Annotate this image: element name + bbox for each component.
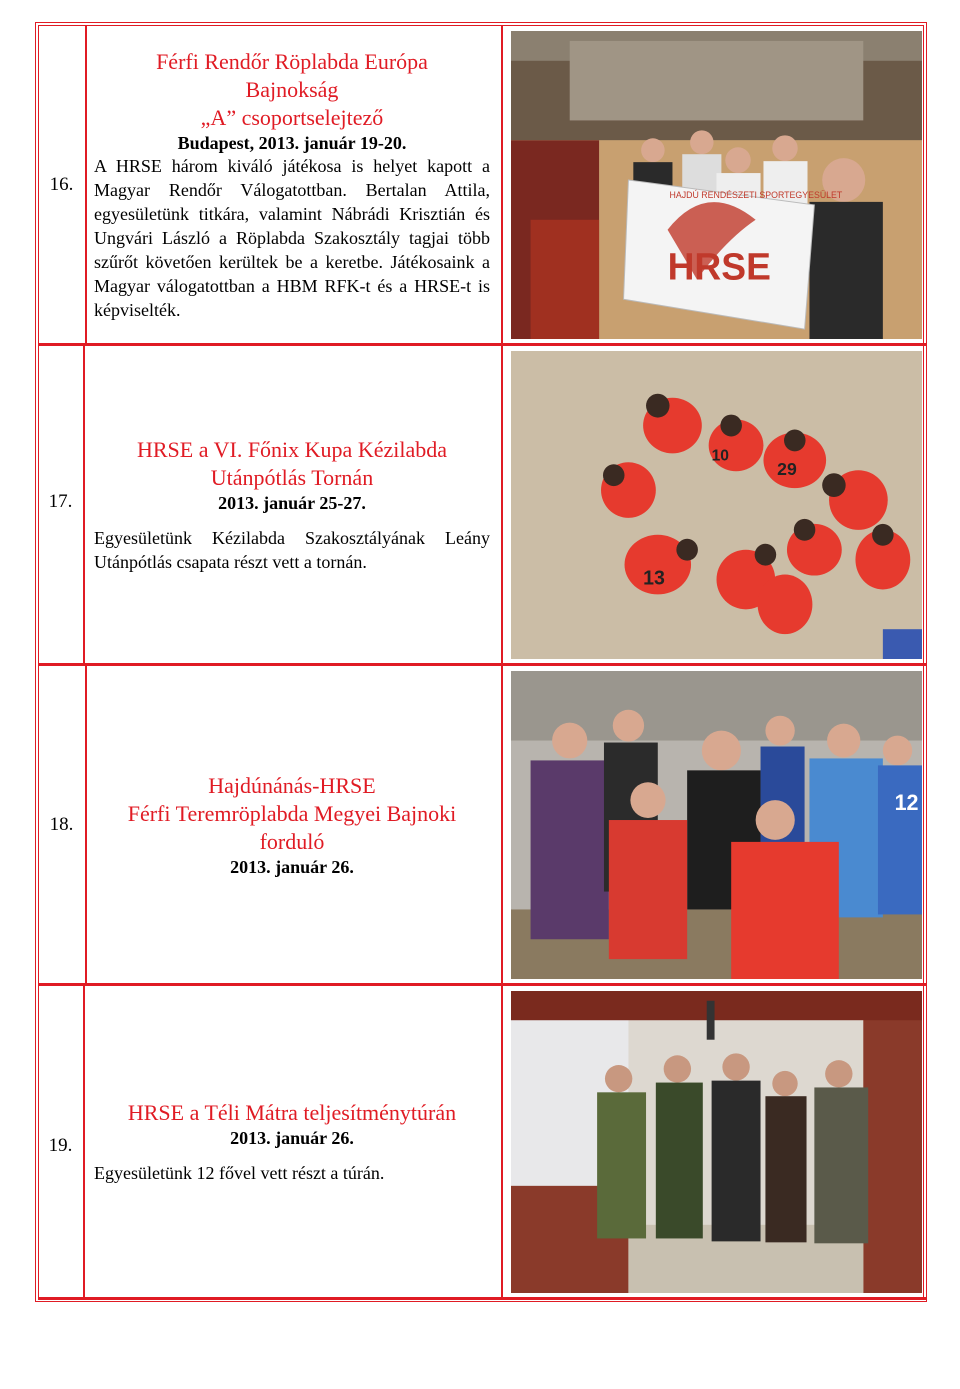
entry-row-17 (38, 346, 926, 666)
entry-date: Budapest, 2013. január 19-20. (177, 132, 407, 153)
entry-text (94, 666, 490, 983)
entry-row-16 (38, 26, 926, 346)
entry-body: Egyesületünk Kézilabda Szakosztályának Leány Utánpótlás csapata részt vett a tornán. (94, 527, 490, 572)
entry-date: 2013. január 26. (230, 856, 354, 877)
photo-cell (501, 26, 926, 343)
entry-title: Hajdúnánás-HRSE Férfi Teremröplabda Megyei Bajnoki forduló (127, 772, 457, 854)
volleyball-team-photo (511, 31, 922, 339)
photo-cell (501, 346, 926, 663)
entry-text (94, 26, 490, 343)
entry-date: 2013. január 25-27. (218, 492, 366, 513)
entry-number: 18. (38, 666, 87, 983)
entry-title: HRSE a Téli Mátra teljesítménytúrán (127, 1099, 457, 1125)
hiking-group-photo (511, 991, 922, 1293)
entry-number: 17. (38, 346, 85, 663)
entry-title: HRSE a VI. Főnix Kupa Kézilabda Utánpótlás Tornán (137, 436, 447, 490)
entry-title: Férfi Rendőr Röplabda Európa Bajnokság „A” csoportselejtező (156, 48, 428, 130)
jersey-number: 10 (711, 447, 730, 465)
entry-row-18 (38, 666, 926, 986)
jersey-number: 13 (643, 567, 665, 590)
entry-body: Egyesületünk 12 fővel vett részt a túrán. (94, 1162, 385, 1183)
flag-logo-text: HRSE (667, 245, 771, 288)
photo-cell (501, 986, 926, 1297)
entry-date: 2013. január 26. (230, 1127, 354, 1148)
entry-row-19 (38, 986, 926, 1300)
entry-body: A HRSE három kiváló játékosa is helyet kapott a Magyar Rendőr Válogatottban. Bertalan Attila, egyesületünk titkára, valamint Nábrádi Krisztián és Ungvári László a Röplabda Szakosztály tagjai több szűrőt követően kerültek be a keretbe. Játékosaink a Magyar válogatottban a HBM RFK-t és a HRSE-t is képviselték. (94, 155, 490, 320)
volleyball-men-huddle-photo (511, 671, 922, 979)
flag-caption: HAJDÚ RENDÉSZETI SPORTEGYESÜLET (669, 189, 843, 200)
entry-number: 19. (38, 986, 85, 1297)
entry-text (94, 346, 490, 663)
jersey-number: 29 (777, 459, 797, 480)
photo-cell (501, 666, 926, 983)
entry-text (94, 986, 490, 1297)
handball-team-huddle-photo (511, 351, 922, 659)
entry-number: 16. (38, 26, 87, 343)
jersey-number: 12 (894, 789, 919, 816)
